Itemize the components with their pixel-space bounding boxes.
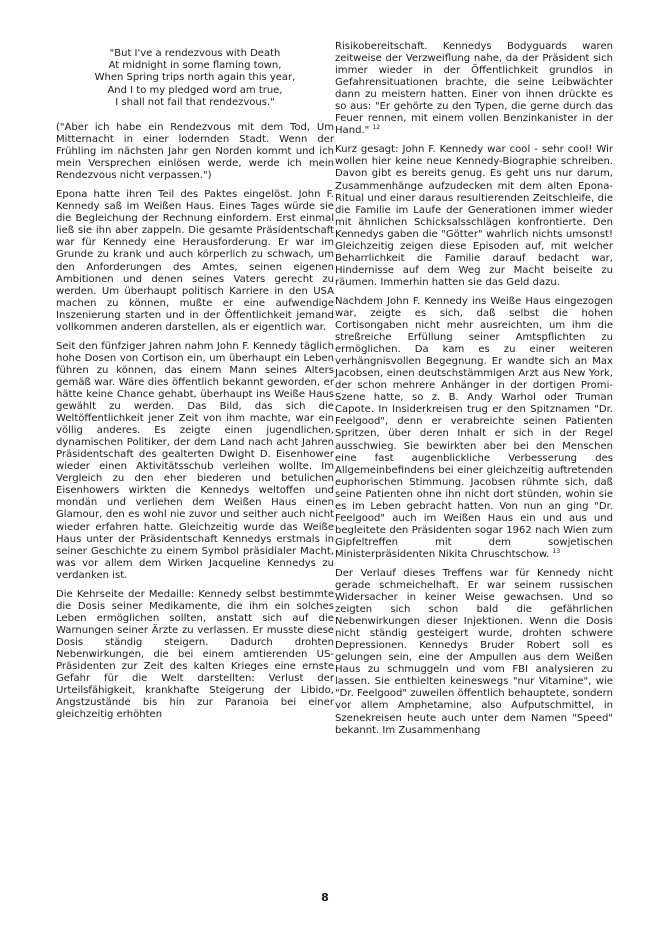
paragraph-text: Risikobereitschaft. Kennedys Bodyguards waren zeitweise der Verzweiflung nahe, da der Präsident sich immer wieder in der Öffentlichkeit grundlos in Gefahrensituationen brachte, die seine Leibwächter dann zu meistern hatten. Einer von ihnen drückte es so aus: "Er gehörte zu den Typen, die gerne durch das Feuer rennen, mit einem vollen Benzinkanister in der Hand." — [335, 41, 613, 137]
body-paragraph — [335, 144, 613, 289]
body-paragraph: Seit den fünfziger Jahren nahm John F. Kennedy täglich hohe Dosen von Cortison ein, um überhaupt ein Leben führen zu können, das einem Mann seines Alters gemäß war. Wäre dies öffentlich bekannt geworden, er hätte keine Chance gehabt, überhaupt ins Weiße Haus gewählt zu werden. Das Bild, das sich die Weltöffentlichkeit jener Zeit von ihm machte, war ein völlig anderes. Es zeigte einen jugendlichen, dynamischen Politiker, der dem Land nach acht Jahren Präsidentschaft des gealterten Dwight D. Eisenhower wieder einen Aktivitätsschub verleihen wollte. Im Vergleich zu den eher biederen und betulichen Eisenhowers wirkten die Kennedys weltoffen und mondän und verliehen dem Weißen Haus einen Glamour, den es wohl nie zuvor und seither auch nicht wieder erfahren hatte. Gleichzeitig wurde das Weiße Haus unter der Präsidentschaft Kennedys erstmals in seiner Geschichte zu einem Symbol präsidialer Macht, was vor allem dem Wirken Jacqueline Kennedys zu verdanken ist. — [56, 340, 334, 581]
footnote-marker: 13 — [552, 547, 561, 555]
poem-quote — [56, 48, 334, 109]
footnote-marker: 12 — [372, 124, 381, 132]
body-paragraph: Die Kehrseite der Medaille: Kennedy selbst bestimmte die Dosis seiner Medikamente, die ihm ein solches Leben ermöglichen sollten, anstatt sich auf die Warnungen seiner Ärzte zu verlassen. Er musste diese Dosis ständig steigern. Dadurch drohten Nebenwirkungen, die bei einem amtierenden US-Präsidenten zur Zeit des kalten Krieges eine ernste Gefahr für die Welt darstellten: Verlust der Urteilsfähigkeit, krankhafte Steigerung der Libido, Angstzustände bis hin zur Paranoia bei einer gleichzeitig erhöhten — [56, 588, 334, 721]
paragraph-text: Nachdem John F. Kennedy ins Weiße Haus eingezogen war, zeigte es sich, daß selbst die hohen Cortisongaben nicht mehr ausreichten, um ihm die streßreiche Erfüllung seiner Amtspflichten zu ermöglichen. Da kam es zu einer weiteren verhängnisvollen Begegnung. Er wandte sich an Max Jacobsen, einen deutschstämmigen Arzt aus New York, der schon mehrere Anhänger in der dortigen Promi-Szene hatte, so z. B. Andy Warhol oder Truman Capote. In Insiderkreisen trug er den Spitznamen "Dr. Feelgood", denn er verabreichte seinen Patienten Spritzen, über deren Inhalt er sich in der Regel ausschwieg. Sie bewirkten aber bei den Menschen eine fast augenblickliche Verbesserung des Allgemeinbefindens bei einer gleichzeitig auftretenden euphorischen Stimmung. Jacobsen rühmte sich, daß seine Patienten ohne ihn nicht dort stünden, wohin sie es im Leben gebracht hatten. Von nun an ging "Dr. Feelgood" auch im Weißen Haus ein und aus und begleitete den Präsidenten sogar 1962 nach Wien zum Gipfeltreffen mit dem sowjetischen Ministerpräsidenten Nikita Chruschtschow. — [335, 295, 613, 560]
left-column — [56, 40, 334, 728]
poem-line: "But I've a rendezvous with Death — [109, 48, 281, 59]
body-paragraph: Epona hatte ihren Teil des Paktes eingelöst. John F. Kennedy saß im Weißen Haus. Eines Tages würde sie die Begleichung der Rechnung einfordern. Erst einmal ließ sie ihn aber zappeln. Die gesamte Präsidentschaft war für Kennedy eine Herausforderung. Er war im Grunde zu krank und auch körperlich zu schwach, um den Anforderungen des Amtes, seinen eigenen Ambitionen und denen seines Vaters gerecht zu werden. Um überhaupt politisch Karriere in den USA machen zu können, mußte er eine aufwendige Inszenierung starten und in der Öffentlichkeit jemand vollkommen anderen darstellen, als er eigentlich war. — [56, 189, 334, 333]
body-paragraph — [335, 41, 613, 137]
poem-line: At midnight in some flaming town, — [108, 60, 282, 72]
page-number: 8 — [321, 891, 329, 904]
paragraph-text: Kurz gesagt: John F. Kennedy war cool - sehr cool! Wir wollen hier keine neue Kennedy-Biographie schreiben. Davon gibt es bereits genug. Es geht uns nur darum, Zusammenhänge aufzudecken mit dem alten Epona-Ritual und einer daraus resultierenden Zeitschleife, die die Familie im Laufe der Generationen immer wieder mit ähnlichen Schicksalsschlägen konfrontierte. Den Kennedys gaben die "Götter" wahrlich nichts umsonst! Gleichzeitig zeigen diese Episoden auf, mit welcher Beharrlichkeit die Familie darauf bedacht war, Hindernisse auf dem Weg zur Macht beiseite zu räumen. Immerhin hatten sie das Geld dazu. — [335, 144, 613, 288]
body-paragraph — [335, 296, 613, 561]
poem-line: And I to my pledged word am true, — [107, 84, 283, 96]
poem-line: When Spring trips north again this year, — [94, 72, 296, 84]
body-paragraph — [335, 568, 613, 737]
poem-line: I shall not fail that rendezvous." — [115, 96, 275, 108]
poem-translation-paragraph: ("Aber ich habe ein Rendezvous mit dem Tod, Um Mitternacht in einer lodernden Stadt. Wenn der Frühling im nächsten Jahr gen Norden kommt und ich mein Versprechen einlösen werde, werde ich mein Rendezvous nicht verpassen.") — [56, 122, 334, 182]
paragraph-text: Der Verlauf dieses Treffens war für Kennedy nicht gerade schmeichelhaft. Er war seinem russischen Widersacher in keiner Weise gewachsen. Und so zeigten sich schon bald die gefährlichen Nebenwirkungen dieser Injektionen. Wenn die Dosis nicht ständig gesteigert wurde, drohten schwere Depressionen. Kennedys Bruder Robert soll es gelungen sein, eine der Ampullen aus dem Weißen Haus zu schmuggeln und vom FBI analysieren zu lassen. Sie enthielten keineswegs "nur Vitamine", wie "Dr. Feelgood" zuweilen öffentlich behauptete, sondern vor allem Amphetamine, also Aufputschmittel, in Szenekreisen heute auch unter dem Namen "Speed" bekannt. Im Zusammenhang — [335, 567, 613, 736]
right-column — [335, 41, 613, 744]
